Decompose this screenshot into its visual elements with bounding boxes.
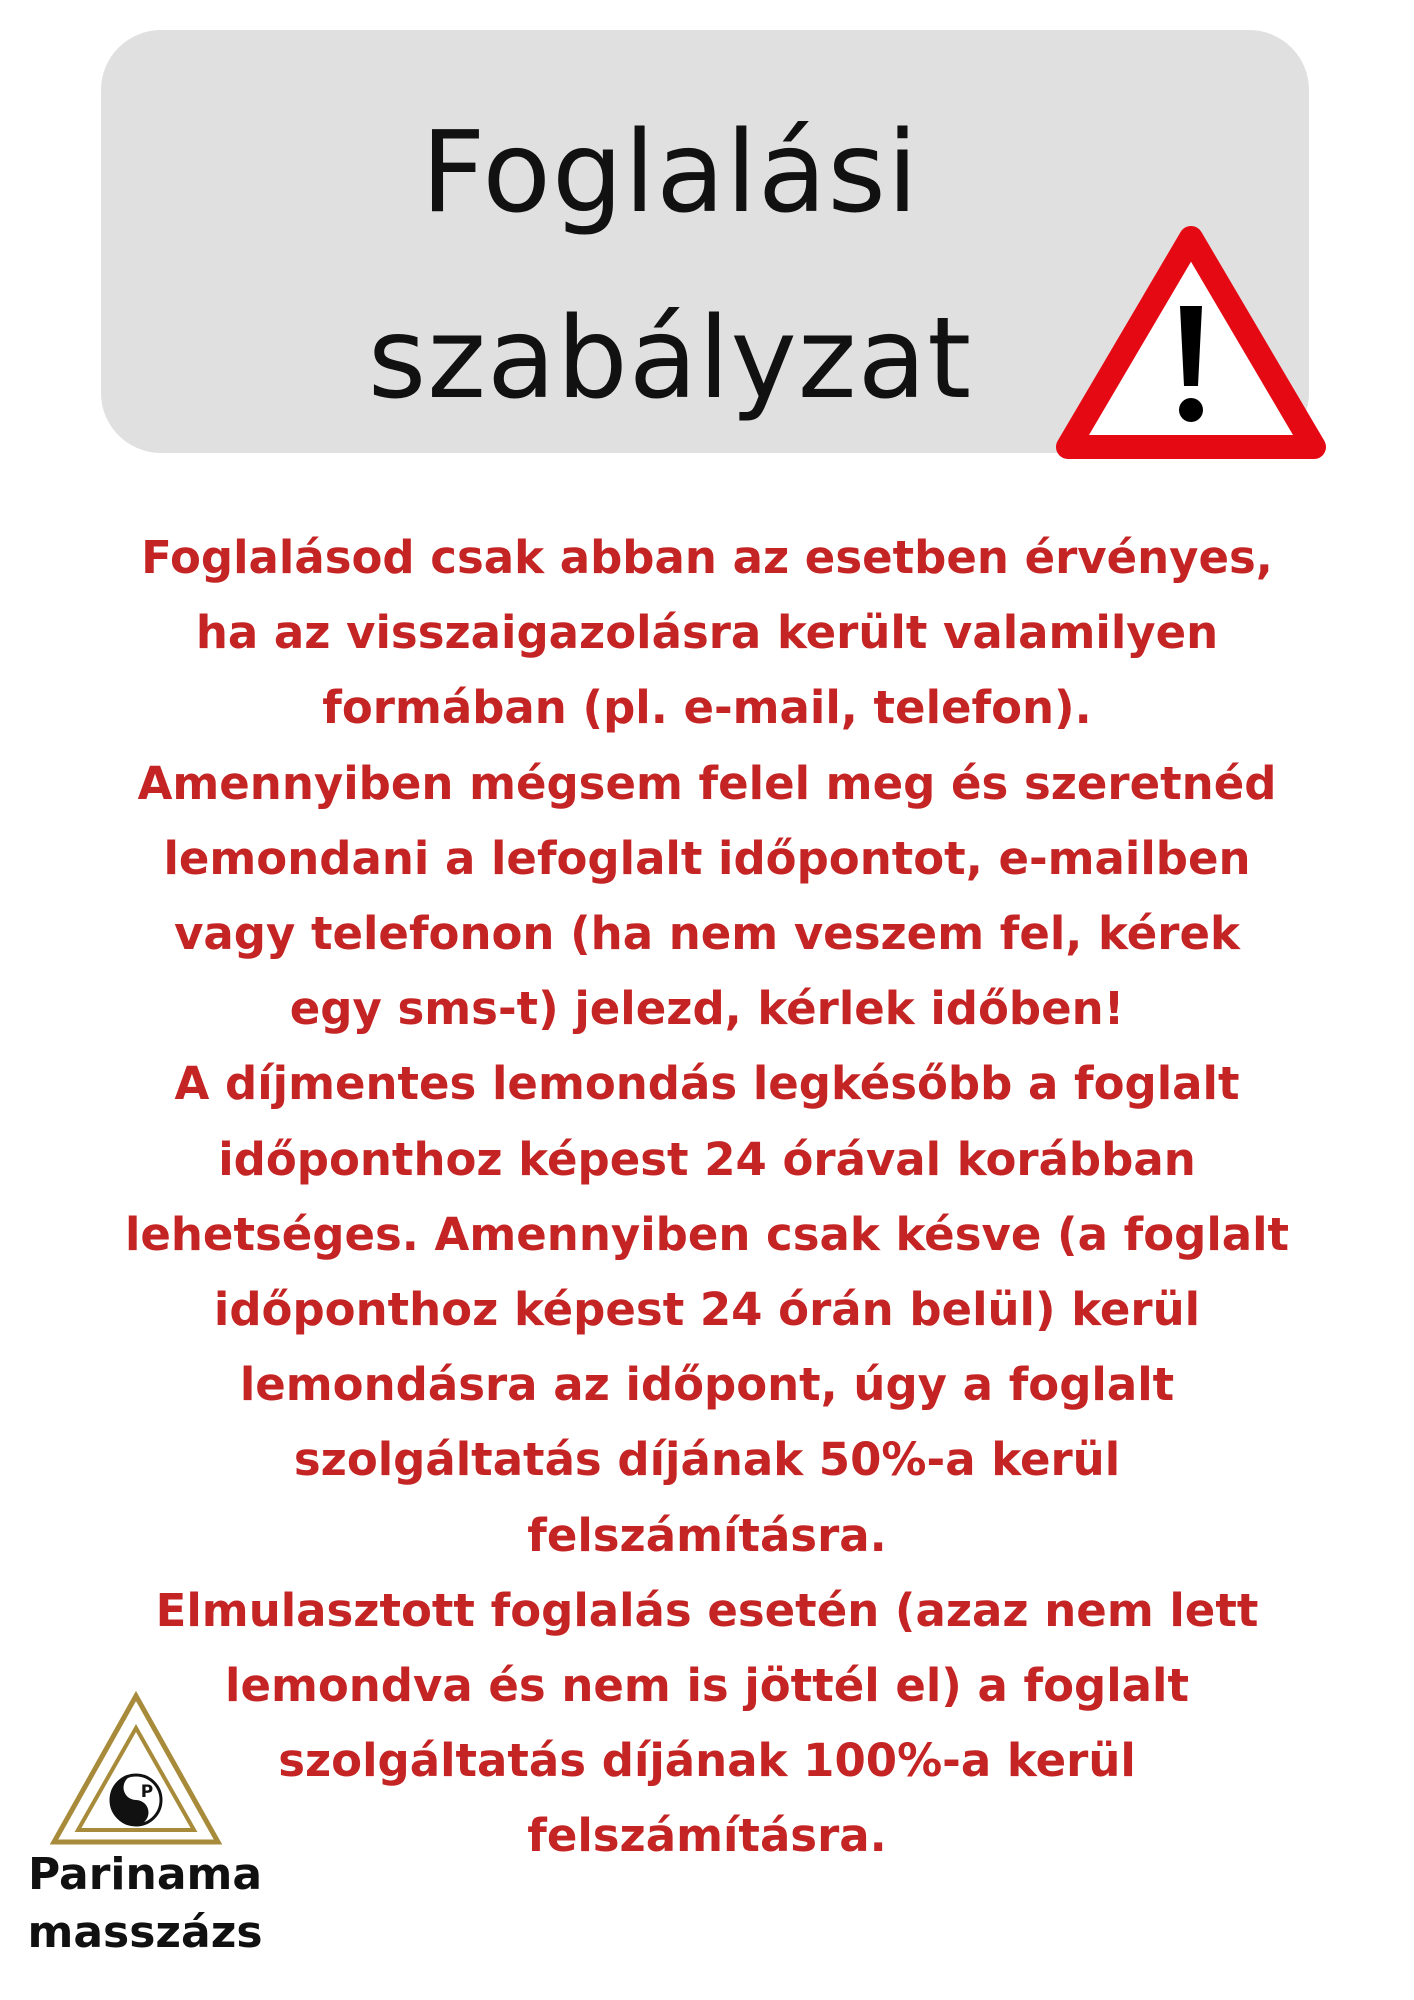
policy-line: vagy telefonon (ha nem veszem fel, kérek: [174, 907, 1240, 961]
policy-line: lemondásra az időpont, úgy a foglalt: [239, 1358, 1175, 1412]
policy-line: felszámításra.: [527, 1508, 887, 1562]
policy-line: időponthoz képest 24 órán belül) kerül: [213, 1283, 1201, 1337]
policy-line: lemondva és nem is jöttél el) a foglalt: [225, 1659, 1189, 1713]
policy-line: ha az visszaigazolásra került valamilyen: [195, 606, 1219, 660]
warning-triangle-icon: [1048, 218, 1334, 468]
logo-letter-top: P: [140, 1782, 154, 1802]
brand-line-2: masszázs: [27, 1907, 263, 1958]
policy-line: időponthoz képest 24 órával korábban: [218, 1132, 1196, 1186]
policy-line: Amennyiben mégsem felel meg és szeretnéd: [137, 756, 1277, 810]
policy-line: A díjmentes lemondás legkésőbb a foglalt: [174, 1057, 1240, 1111]
policy-line: egy sms-t) jelezd, kérlek időben!: [289, 982, 1125, 1036]
policy-line: felszámításra.: [527, 1809, 887, 1863]
policy-line: szolgáltatás díjának 100%-a kerül: [278, 1734, 1136, 1788]
page-title: [230, 80, 1110, 452]
parinama-logo-icon: [46, 1690, 226, 1850]
brand-name: [0, 1846, 290, 1962]
brand-line-1: Parinama: [27, 1849, 263, 1900]
title-line-2: szabályzat: [367, 294, 973, 424]
title-line-1: Foglalási: [420, 108, 919, 238]
policy-text: [70, 520, 1344, 1874]
policy-line: Elmulasztott foglalás esetén (azaz nem lett: [155, 1583, 1259, 1637]
policy-line: formában (pl. e-mail, telefon).: [322, 681, 1092, 735]
policy-line: lehetséges. Amennyiben csak késve (a foglalt: [124, 1207, 1290, 1261]
policy-line: lemondani a lefoglalt időpontot, e-mailben: [163, 831, 1251, 885]
logo-letter-bottom: P: [130, 1804, 144, 1824]
policy-line: Foglalásod csak abban az esetben érvényes,: [141, 531, 1273, 584]
policy-line: szolgáltatás díjának 50%-a kerül: [293, 1433, 1121, 1487]
warning-exclamation-dot: [1179, 398, 1203, 422]
